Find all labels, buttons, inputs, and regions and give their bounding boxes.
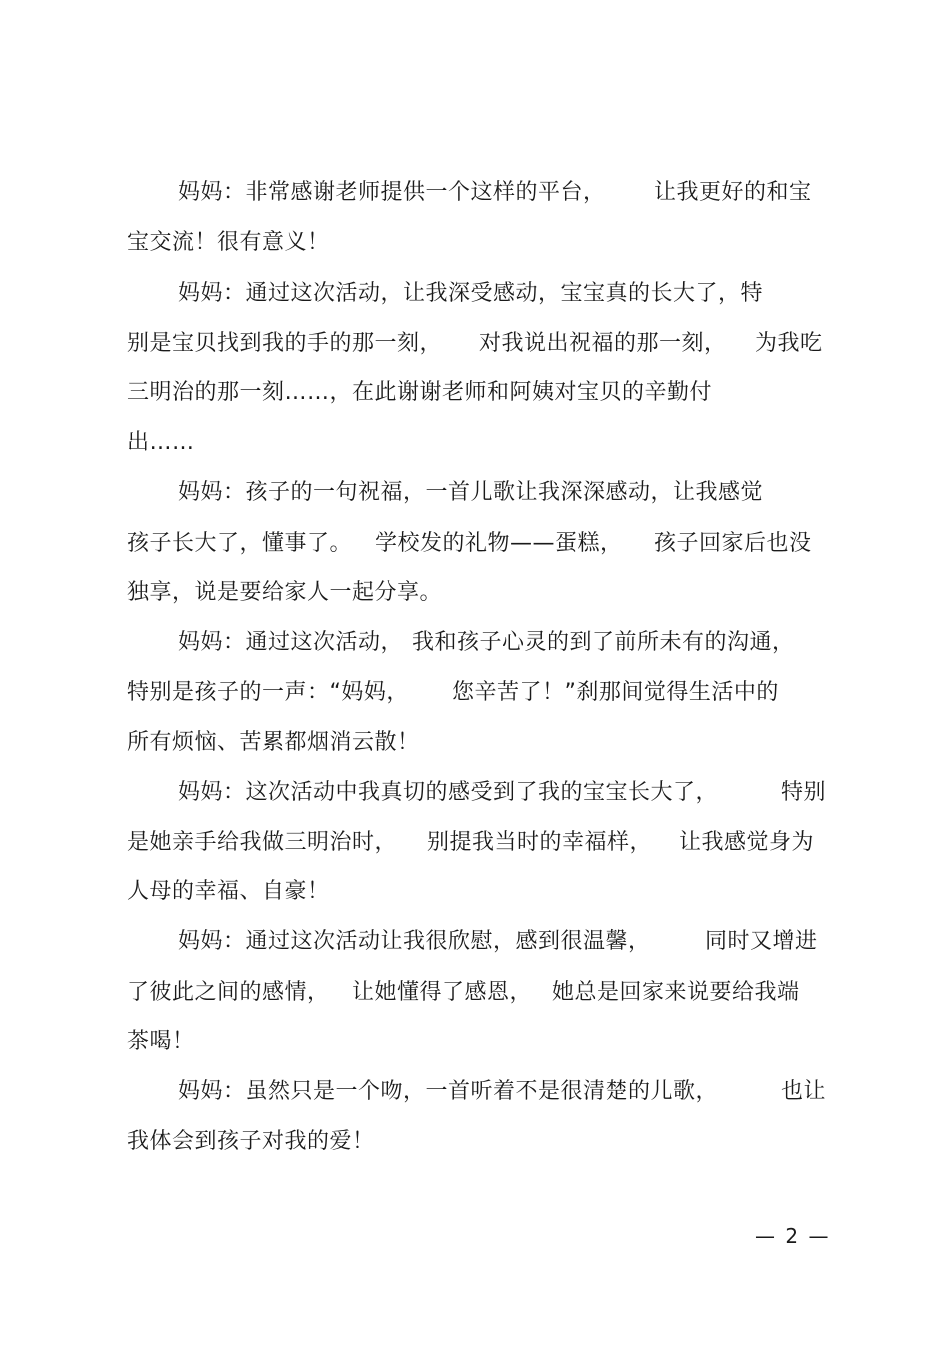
paragraph-1-line-1 <box>0 176 812 210</box>
text-segment: 别提我当时的幸福样， <box>427 830 653 855</box>
text-segment: 孩子长大了，懂事了。 <box>127 531 353 556</box>
paragraph-5-line-3 <box>0 875 330 909</box>
text-segment: 别是宝贝找到我的手的那一刻， <box>127 331 443 356</box>
paragraph-6-line-3 <box>0 1025 195 1059</box>
text-segment: 是她亲手给我做三明治时， <box>127 830 398 855</box>
paragraph-4-line-1 <box>0 626 795 660</box>
text-segment: 我和孩子心灵的到了前所未有的沟通， <box>412 630 795 655</box>
text-segment: 妈妈：通过这次活动， <box>178 630 404 655</box>
text-segment: 同时又增进 <box>705 929 818 954</box>
text-segment: 所有烦恼、苦累都烟消云散！ <box>127 730 420 755</box>
text-segment: 让我感觉身为 <box>679 830 815 855</box>
text-segment: 妈妈：这次活动中我真切的感受到了我的宝宝长大了， <box>178 780 719 805</box>
text-segment: 让她懂得了感恩， <box>352 980 533 1005</box>
paragraph-3-line-3 <box>0 576 443 610</box>
page-number: — 2 — <box>755 1224 831 1248</box>
text-segment: 她总是回家来说要给我端 <box>552 980 800 1005</box>
paragraph-5-line-2 <box>0 826 815 860</box>
text-segment: 茶喝！ <box>127 1029 195 1054</box>
text-segment: 特别是孩子的一声：“妈妈， <box>127 680 409 705</box>
text-segment: 人母的幸福、自豪！ <box>127 879 330 904</box>
paragraph-2-line-1 <box>0 277 764 311</box>
paragraph-2-line-3 <box>0 376 713 410</box>
paragraph-5-line-1 <box>0 776 827 810</box>
paragraph-2-line-2 <box>0 327 823 361</box>
text-segment: 为我吃 <box>755 331 823 356</box>
text-segment: 三明治的那一刻……，在此谢谢老师和阿姨对宝贝的辛勤付 <box>127 380 713 405</box>
text-segment: 您辛苦了！”刹那间觉得生活中的 <box>452 680 779 705</box>
text-segment: 妈妈：虽然只是一个吻，一首听着不是很清楚的儿歌， <box>178 1079 719 1104</box>
text-segment: 孩子回家后也没 <box>654 531 812 556</box>
paragraph-7-line-1 <box>0 1075 827 1109</box>
text-segment: 独享，说是要给家人一起分享。 <box>127 580 443 605</box>
paragraph-1-line-2 <box>0 226 330 260</box>
text-segment: 妈妈：通过这次活动，让我深受感动，宝宝真的长大了，特 <box>178 281 764 306</box>
paragraph-6-line-1 <box>0 925 818 959</box>
paragraph-4-line-3 <box>0 726 420 760</box>
text-segment: 妈妈：非常感谢老师提供一个这样的平台， <box>178 180 606 205</box>
text-segment: 妈妈：孩子的一句祝福，一首儿歌让我深深感动，让我感觉 <box>178 480 764 505</box>
text-segment: 了彼此之间的感情， <box>127 980 330 1005</box>
paragraph-6-line-2 <box>0 976 800 1010</box>
text-segment: 特别 <box>781 780 827 805</box>
text-segment: 学校发的礼物——蛋糕， <box>375 531 623 556</box>
paragraph-7-line-2 <box>0 1125 375 1159</box>
text-segment: 也让 <box>781 1079 827 1104</box>
text-segment: 宝交流！很有意义！ <box>127 230 330 255</box>
text-segment: 妈妈：通过这次活动让我很欣慰，感到很温馨， <box>178 929 651 954</box>
text-segment: 出…… <box>127 430 195 455</box>
text-segment: 对我说出祝福的那一刻， <box>479 331 727 356</box>
text-segment: 我体会到孩子对我的爱！ <box>127 1129 375 1154</box>
paragraph-3-line-1 <box>0 476 764 510</box>
text-segment: 让我更好的和宝 <box>654 180 812 205</box>
paragraph-2-line-4 <box>0 426 195 460</box>
paragraph-4-line-2 <box>0 676 779 710</box>
paragraph-3-line-2 <box>0 527 812 561</box>
